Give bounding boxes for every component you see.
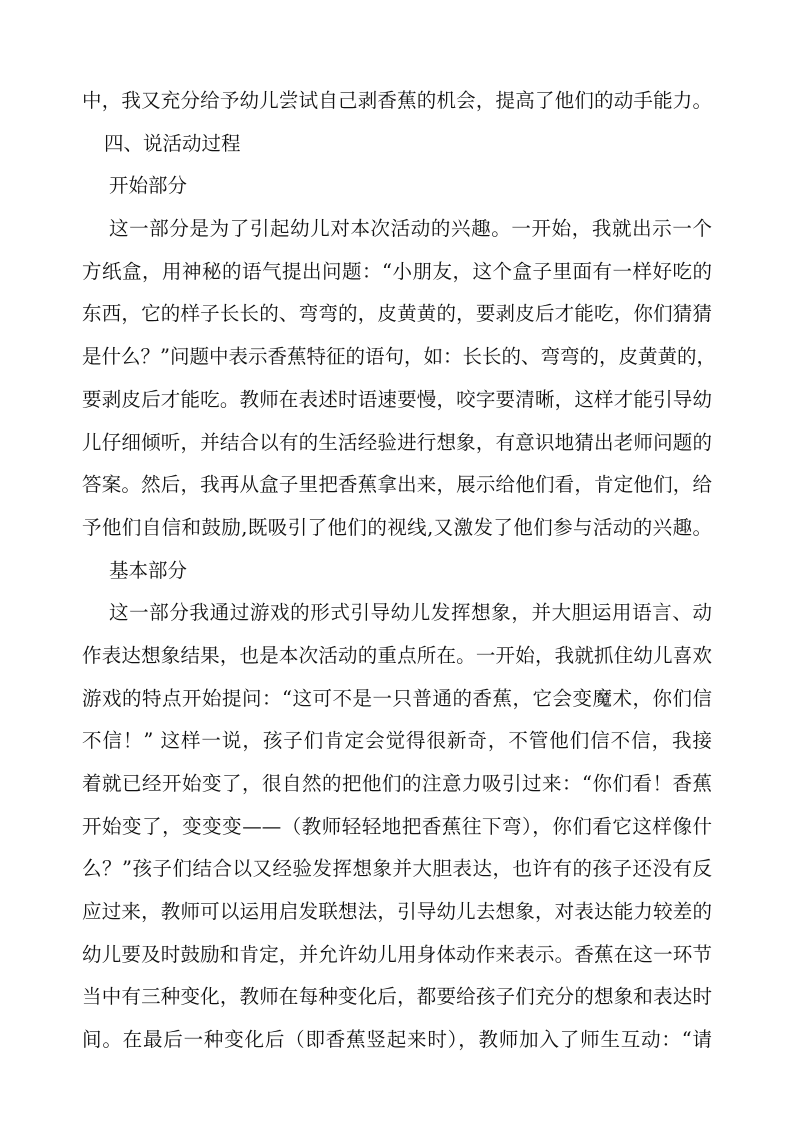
section-heading: 四、说活动过程: [104, 131, 241, 155]
paragraph-line: 儿仔细倾听，并结合以有的生活经验进行想象，有意识地猜出老师问题的: [82, 430, 712, 454]
paragraph-line: 要剥皮后才能吃。教师在表述时语速要慢，咬字要清晰，这样才能引导幼: [82, 387, 712, 411]
paragraph-line: 这一部分是为了引起幼儿对本次活动的兴趣。一开始，我就出示一个: [109, 217, 712, 241]
paragraph-line: 幼儿要及时鼓励和肯定，并允许幼儿用身体动作来表示。香蕉在这一环节: [82, 942, 712, 966]
paragraph-line: 是什么？”问题中表示香蕉特征的语句，如：长长的、弯弯的，皮黄黄的，: [82, 345, 716, 369]
subsection-heading: 开始部分: [109, 174, 188, 198]
paragraph-line: 作表达想象结果，也是本次活动的重点所在。一开始，我就抓住幼儿喜欢: [82, 643, 712, 667]
paragraph-line: 间。在最后一种变化后（即香蕉竖起来时），教师加入了师生互动：“请: [82, 1028, 712, 1052]
paragraph-line: 予他们自信和鼓励,既吸引了他们的视线,又激发了他们参与活动的兴趣。: [82, 515, 712, 539]
paragraph-line: 开始变了，变变变——（教师轻轻地把香蕉往下弯），你们看它这样像什: [82, 814, 712, 838]
paragraph-line: 应过来，教师可以运用启发联想法，引导幼儿去想象，对表达能力较差的: [82, 900, 712, 924]
paragraph-line: 中，我又充分给予幼儿尝试自己剥香蕉的机会，提高了他们的动手能力。: [82, 89, 712, 112]
paragraph-line: 游戏的特点开始提问：“这可不是一只普通的香蕉，它会变魔术，你们信: [82, 686, 712, 710]
paragraph-line: 着就已经开始变了，很自然的把他们的注意力吸引过来：“你们看！香蕉: [82, 772, 712, 795]
paragraph-line: 这一部分我通过游戏的形式引导幼儿发挥想象，并大胆运用语言、动: [109, 601, 712, 625]
subsection-heading: 基本部分: [109, 558, 188, 582]
paragraph-line: 么？”孩子们结合以又经验发挥想象并大胆表达，也许有的孩子还没有反: [82, 857, 712, 881]
paragraph-line: 答案。然后，我再从盒子里把香蕉拿出来，展示给他们看，肯定他们，给: [82, 473, 712, 497]
document-body: [82, 80, 722, 1062]
paragraph-line: 不信！” 这样一说，孩子们肯定会觉得很新奇，不管他们信不信，我接: [82, 729, 712, 753]
paragraph-line: 当中有三种变化，教师在每种变化后，都要给孩子们充分的想象和表达时: [82, 985, 712, 1009]
paragraph-line: 东西，它的样子长长的、弯弯的，皮黄黄的，要剥皮后才能吃，你们猜猜: [82, 302, 712, 326]
paragraph-line: 方纸盒，用神秘的语气提出问题：“小朋友，这个盒子里面有一样好吃的: [82, 259, 712, 283]
